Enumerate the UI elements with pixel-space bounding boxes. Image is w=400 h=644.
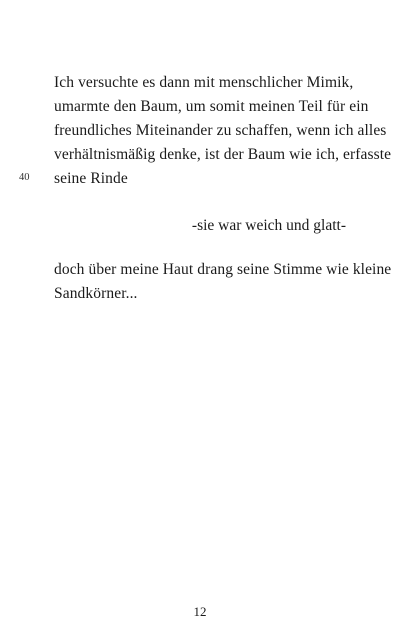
page-number: 12 [193,604,207,619]
text-line: Sandkörner... [54,285,138,302]
text-line: Ich versuchte es dann mit menschlicher Mimik, [54,74,354,91]
text-line: seine Rinde [54,170,128,187]
paragraph-1 [54,71,392,191]
right-aligned-line: -sie war weich und glatt- [191,217,346,234]
paragraph-2 [54,258,392,306]
text-line: freundliches Miteinander zu schaffen, wenn ich alles [54,122,387,139]
text-line: doch über meine Haut drang seine Stimme wie kleine [54,261,392,278]
text-line: verhältnismäßig denke, ist der Baum wie ich, erfasste [54,146,392,163]
margin-line-number: 40 [19,172,30,183]
text-line: umarmte den Baum, um somit meinen Teil für ein [54,98,369,115]
